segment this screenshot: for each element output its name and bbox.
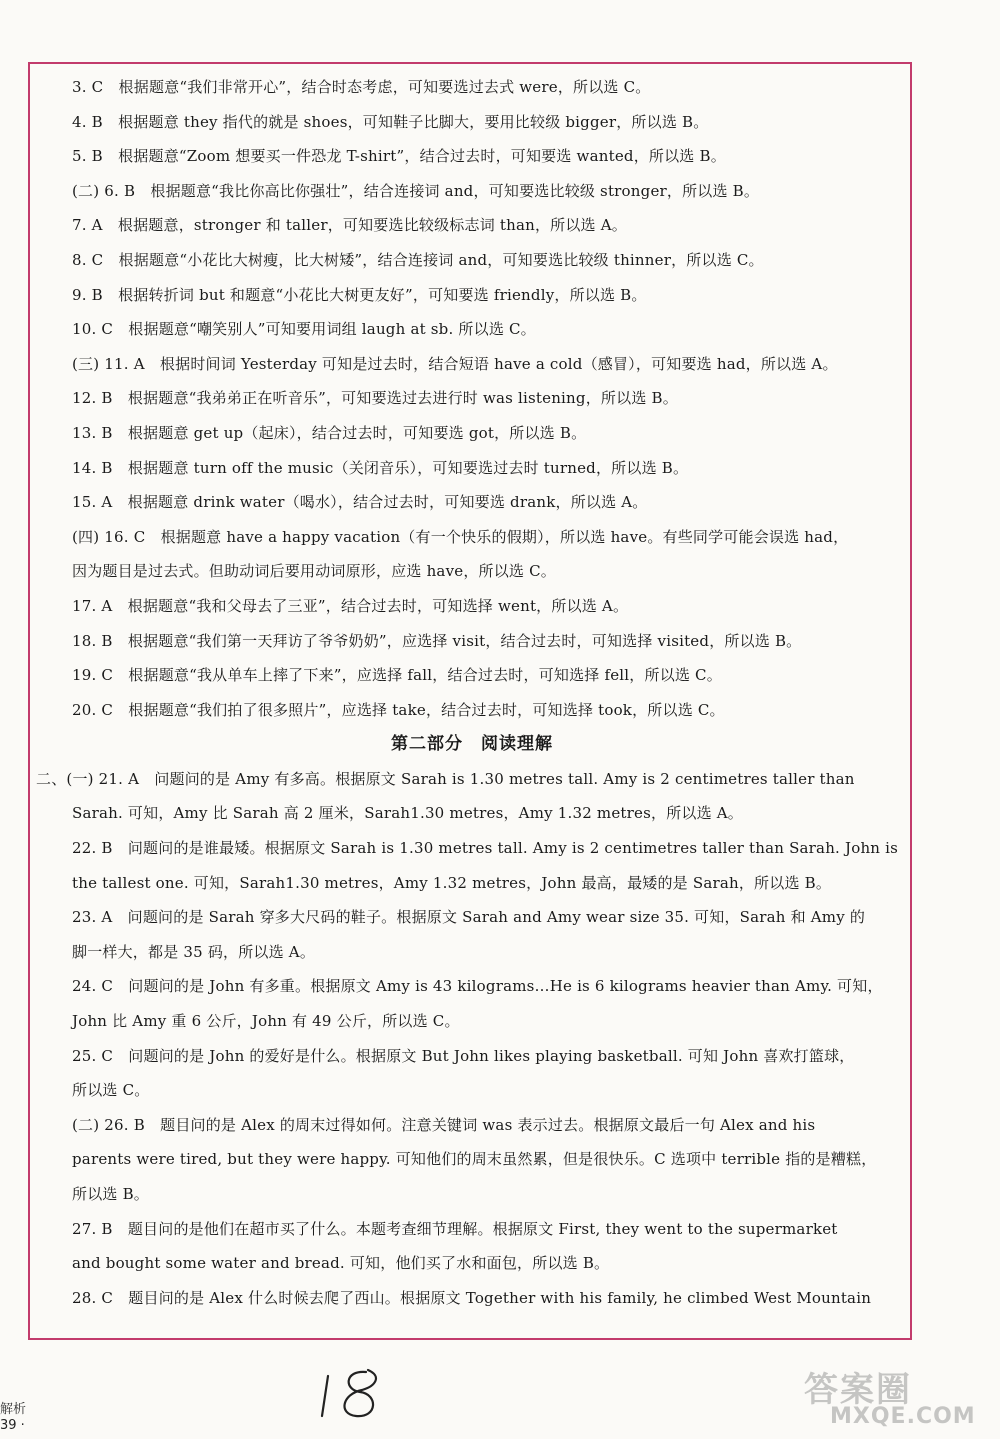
explanation-line: 所以选 B。 <box>72 1185 149 1203</box>
explanation-line: (三) 11. A 根据时间词 Yesterday 可知是过去时，结合短语 have a cold（感冒），可知要选 had，所以选 A。 <box>72 354 838 373</box>
explanation-line: 12. B 根据题意“我弟弟正在听音乐”，可知要选过去进行时 was listening，所以选 B。 <box>72 389 678 408</box>
explanation-line: 13. B 根据题意 get up（起床），结合过去时，可知要选 got，所以选 B。 <box>72 423 587 442</box>
explanation-line: 4. B 根据题意 they 指代的就是 shoes，可知鞋子比脚大，要用比较级 bigger，所以选 B。 <box>72 112 709 131</box>
page-number: 39 · <box>0 1418 25 1433</box>
explanation-line: 23. A 问题问的是 Sarah 穿多大尺码的鞋子。根据原文 Sarah and Amy wear size 35. 可知，Sarah 和 Amy 的 <box>72 908 866 927</box>
explanation-line: 8. C 根据题意“小花比大树瘦，比大树矮”，结合连接词 and，可知要选比较级 thinner，所以选 C。 <box>72 250 764 269</box>
explanation-line: 28. C 题目问的是 Alex 什么时候去爬了西山。根据原文 Together with his family, he climbed West Mountain <box>72 1288 872 1307</box>
explanation-line: (四) 16. C 根据题意 have a happy vacation（有一个快乐的假期），所以选 have。有些同学可能会误选 had， <box>72 527 849 546</box>
explanation-line: 9. B 根据转折词 but 和题意“小花比大树更友好”，可知要选 friendly，所以选 B。 <box>72 285 647 304</box>
handwritten-page-number <box>316 1364 396 1424</box>
explanation-line: 18. B 根据题意“我们第一天拜访了爷爷奶奶”，应选择 visit，结合过去时，可知选择 visited，所以选 B。 <box>72 631 802 650</box>
explanation-line: 20. C 根据题意“我们拍了很多照片”，应选择 take，结合过去时，可知选择 took，所以选 C。 <box>72 700 725 719</box>
explanation-line: 7. A 根据题意，stronger 和 taller，可知要选比较级标志词 than，所以选 A。 <box>72 216 627 235</box>
watermark-logo: 答案圈 <box>804 1370 912 1410</box>
section-heading: 第二部分 阅读理解 <box>391 734 553 755</box>
explanation-line: 10. C 根据题意“嘲笑别人”可知要用词组 laugh at sb. 所以选 C。 <box>72 320 536 339</box>
explanation-line: 19. C 根据题意“我从单车上摔了下来”，应选择 fall，结合过去时，可知选择 fell，所以选 C。 <box>72 666 722 685</box>
explanation-line: 25. C 问题问的是 John 的爱好是什么。根据原文 But John likes playing basketball. 可知 John 喜欢打篮球， <box>72 1046 855 1065</box>
explanation-line: the tallest one. 可知，Sarah1.30 metres，Amy 1.32 metres，John 最高，最矮的是 Sarah，所以选 B。 <box>72 873 832 892</box>
watermark <box>800 1362 990 1432</box>
explanation-line: 所以选 C。 <box>72 1081 150 1100</box>
watermark-url: MXQE.COM <box>830 1404 976 1429</box>
explanation-line: parents were tired, but they were happy. 可知他们的周末虽然累，但是很快乐。C 选项中 terrible 指的是糟糕， <box>72 1150 877 1169</box>
explanation-line: 17. A 根据题意“我和父母去了三亚”，结合过去时，可知选择 went，所以选 A。 <box>72 596 629 615</box>
explanation-line: 二、(一) 21. A 问题问的是 Amy 有多高。根据原文 Sarah is 1.30 metres tall. Amy is 2 centimetres taller than <box>36 769 855 788</box>
explanation-line: 5. B 根据题意“Zoom 想要买一件恐龙 T-shirt”，结合过去时，可知要选 wanted，所以选 B。 <box>72 147 726 166</box>
explanation-line: 15. A 根据题意 drink water（喝水），结合过去时，可知要选 drank，所以选 A。 <box>72 493 648 512</box>
explanation-line: (二) 26. B 题目问的是 Alex 的周末过得如何。注意关键词 was 表示过去。根据原文最后一句 Alex and his <box>72 1115 816 1134</box>
page-frame-bottom-rule <box>28 1338 912 1340</box>
explanation-line: 22. B 问题问的是谁最矮。根据原文 Sarah is 1.30 metres tall. Amy is 2 centimetres taller than Sarah. John is <box>72 839 899 858</box>
explanation-line: 27. B 题目问的是他们在超市买了什么。本题考查细节理解。根据原文 First, they went to the supermarket <box>72 1219 838 1238</box>
explanation-line: 3. C 根据题意“我们非常开心”，结合时态考虑，可知要选过去式 were，所以选 C。 <box>72 78 651 96</box>
explanation-line: 脚一样大，都是 35 码，所以选 A。 <box>72 942 316 961</box>
explanation-line: and bought some water and bread. 可知，他们买了水和面包，所以选 B。 <box>72 1254 610 1273</box>
explanation-line: Sarah. 可知，Amy 比 Sarah 高 2 厘米，Sarah1.30 metres，Amy 1.32 metres，所以选 A。 <box>72 804 744 823</box>
explanation-line: (二) 6. B 根据题意“我比你高比你强壮”，结合连接词 and，可知要选比较级 stronger，所以选 B。 <box>72 181 760 200</box>
explanation-line: 24. C 问题问的是 John 有多重。根据原文 Amy is 43 kilograms…He is 6 kilograms heavier than Amy. 可知， <box>72 977 883 996</box>
explanation-line: John 比 Amy 重 6 公斤，John 有 49 公斤，所以选 C。 <box>72 1012 460 1031</box>
explanation-line: 因为题目是过去式。但助动词后要用动词原形，应选 have，所以选 C。 <box>72 562 556 581</box>
footer-section-label: 解析 <box>0 1402 27 1417</box>
explanation-line: 14. B 根据题意 turn off the music（关闭音乐），可知要选过去时 turned，所以选 B。 <box>72 458 689 477</box>
answer-explanations <box>36 70 908 1315</box>
